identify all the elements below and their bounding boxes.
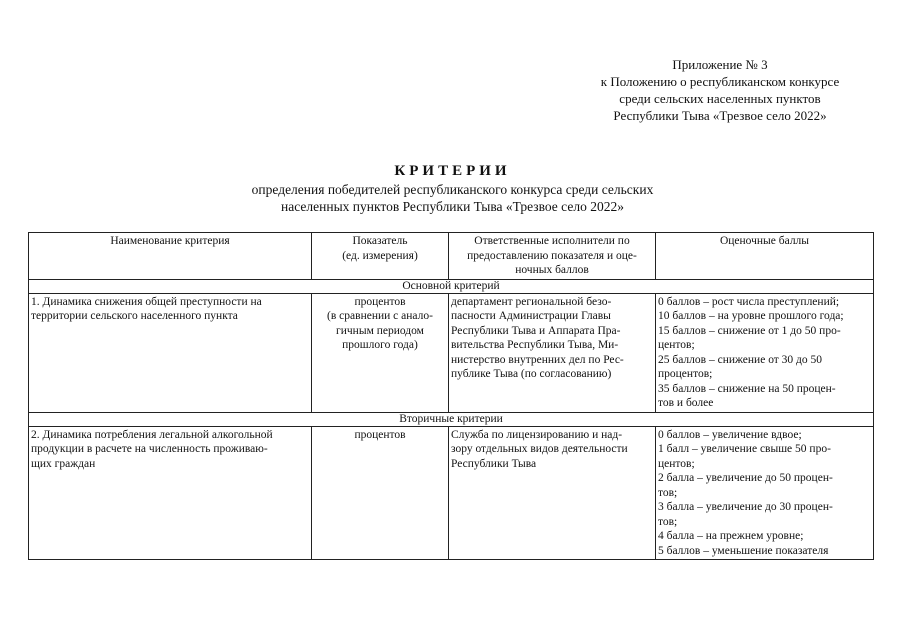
cell-line: территории сельского населенного пункта — [31, 310, 238, 322]
cell-line: 5 баллов – уменьшение показателя — [658, 544, 829, 557]
header-text: (ед. измерения) — [342, 249, 418, 262]
cell-line: департамент региональной безо- — [451, 295, 612, 308]
subtitle-line: определения победителей республиканского конкурса среди сельских — [251, 182, 654, 197]
cell-line: 2 балла – увеличение до 50 процен- — [658, 472, 833, 484]
header-scores — [656, 233, 874, 280]
cell-line: процентов — [354, 428, 406, 441]
cell-line: прошлого года) — [342, 339, 418, 351]
table-header-row — [29, 233, 874, 280]
cell-line: гичным периодом — [336, 324, 424, 337]
cell-line: 0 баллов – увеличение вдвое; — [658, 428, 802, 441]
appendix-note — [560, 56, 880, 124]
section-label-secondary: Вторичные критерии — [29, 412, 874, 426]
appendix-line: Республики Тыва «Трезвое село 2022» — [613, 108, 827, 123]
cell-line: (в сравнении с анало- — [327, 310, 433, 322]
table-row — [29, 293, 874, 412]
criterion-name — [29, 426, 312, 560]
header-text: Показатель — [352, 235, 408, 247]
header-criterion-name — [29, 233, 312, 280]
header-indicator — [312, 233, 449, 280]
header-text: Оценочные баллы — [719, 235, 810, 247]
table-row — [29, 426, 874, 560]
document-subtitle — [0, 181, 905, 215]
criterion-name — [29, 293, 312, 412]
cell-line: 10 баллов – на уровне прошлого года; — [658, 310, 844, 322]
appendix-line: Приложение № 3 — [672, 57, 768, 72]
header-text: ночных баллов — [515, 264, 589, 276]
cell-line: 2. Динамика потребления легальной алкогольной — [31, 428, 273, 441]
cell-line: 1. Динамика снижения общей преступности на — [31, 295, 262, 308]
cell-line: 3 балла – увеличение до 30 процен- — [658, 501, 833, 513]
section-label-main: Основной критерий — [29, 279, 874, 293]
cell-line: Республики Тыва и Аппарата Пра- — [451, 324, 621, 337]
cell-line: зору отдельных видов деятельности — [451, 443, 628, 455]
cell-line: тов; — [658, 486, 678, 499]
appendix-line: среди сельских населенных пунктов — [619, 91, 821, 106]
cell-line: 15 баллов – снижение от 1 до 50 про- — [658, 324, 841, 337]
appendix-line: к Положению о республиканском конкурсе — [600, 74, 840, 89]
header-responsible — [449, 233, 656, 280]
cell-line: тов; — [658, 515, 678, 528]
criterion-responsible — [449, 426, 656, 560]
subtitle-line: населенных пунктов Республики Тыва «Трезвое село 2022» — [281, 199, 624, 214]
cell-line: 1 балл – увеличение свыше 50 про- — [658, 443, 831, 455]
header-text: Наименование критерия — [110, 235, 230, 247]
cell-line: тов и более — [658, 397, 714, 409]
cell-line: процентов; — [658, 368, 713, 380]
cell-line: 4 балла – на прежнем уровне; — [658, 530, 804, 542]
criterion-indicator — [312, 426, 449, 560]
cell-line: нистерство внутренних дел по Рес- — [451, 353, 624, 366]
criterion-responsible — [449, 293, 656, 412]
cell-line: вительства Республики Тыва, Ми- — [451, 339, 619, 351]
header-text: Ответственные исполнители по — [474, 235, 630, 247]
document-title: КРИТЕРИИ — [394, 163, 511, 179]
section-row — [29, 279, 874, 293]
cell-line: центов; — [658, 339, 695, 351]
cell-line: продукции в расчете на численность проживаю- — [31, 443, 268, 455]
cell-line: щих граждан — [31, 457, 96, 470]
cell-line: 25 баллов – снижение от 30 до 50 — [658, 353, 823, 366]
cell-line: Служба по лицензированию и над- — [451, 428, 623, 441]
cell-line: 35 баллов – снижение на 50 процен- — [658, 382, 836, 395]
cell-line: публике Тыва (по согласованию) — [451, 368, 612, 380]
section-row — [29, 412, 874, 426]
criteria-table — [28, 232, 874, 560]
cell-line: 0 баллов – рост числа преступлений; — [658, 295, 840, 308]
criterion-indicator — [312, 293, 449, 412]
cell-line: процентов — [354, 295, 406, 308]
criterion-scores — [656, 293, 874, 412]
criterion-scores — [656, 426, 874, 560]
cell-line: пасности Администрации Главы — [451, 310, 611, 322]
cell-line: Республики Тыва — [451, 457, 537, 470]
header-text: предоставлению показателя и оце- — [467, 249, 637, 262]
cell-line: центов; — [658, 457, 695, 470]
